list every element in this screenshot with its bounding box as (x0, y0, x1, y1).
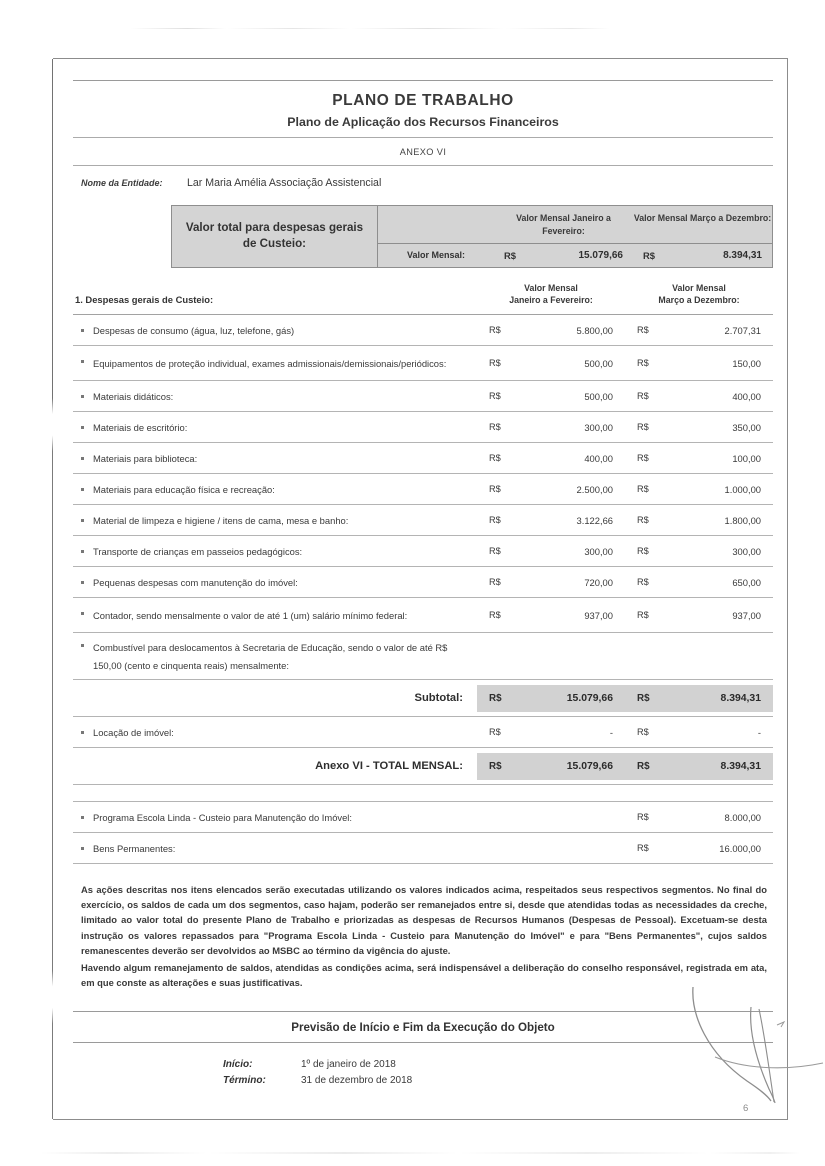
bullet-icon (81, 731, 84, 734)
item-description-cell (73, 349, 477, 377)
item-jan-fev-value: 2.500,00 (576, 483, 613, 495)
table-row (73, 381, 773, 412)
bullet-icon (81, 395, 84, 398)
item-mar-dez-cell (625, 540, 773, 563)
total-jan-fev-value: 15.079,66 (566, 760, 613, 772)
subtotal-jan-fev-value: 15.079,66 (566, 692, 613, 704)
item-description-cell (73, 475, 477, 503)
currency-symbol: R$ (489, 325, 501, 335)
summary-header-row (378, 206, 772, 243)
subtotal-row (73, 680, 773, 717)
bullet-icon (81, 426, 84, 429)
item-description-cell (73, 382, 477, 410)
extra-item-mar-dez-cell (625, 837, 773, 860)
bullet-icon (81, 519, 84, 522)
table-row (73, 598, 773, 633)
total-mar-dez-value: 8.394,31 (720, 760, 761, 772)
item-jan-fev-value: 720,00 (584, 576, 613, 588)
item-mar-dez-cell (625, 571, 773, 594)
currency-symbol: R$ (489, 358, 501, 368)
item-mar-dez-value: 2.707,31 (724, 324, 761, 336)
item-description-cell (73, 316, 477, 344)
column-header-mar-dez (625, 282, 773, 308)
entity-label: Nome da Entidade: (81, 178, 163, 188)
item-description-cell (73, 601, 477, 629)
rental-jan-fev-value: - (609, 726, 613, 738)
summary-col1-cell (494, 250, 633, 261)
summary-col2-header: Valor Mensal Março a Dezembro: (633, 213, 772, 223)
extra-item-mar-dez-cell (625, 806, 773, 829)
summary-row-label: Valor Mensal: (406, 250, 466, 260)
extra-item-description: Programa Escola Linda - Custeio para Manutenção do Imóvel: (93, 812, 352, 823)
item-description: Pequenas despesas com manutenção do imóvel: (93, 577, 298, 588)
currency-symbol: R$ (489, 422, 501, 432)
item-mar-dez-value: 937,00 (732, 609, 761, 621)
table-row (73, 315, 773, 346)
section-header (73, 268, 773, 315)
scan-artifact-bottom (40, 1152, 800, 1154)
currency-symbol: R$ (637, 325, 649, 335)
end-date-row (223, 1075, 773, 1086)
summary-col1-value: 15.079,66 (578, 249, 623, 261)
item-jan-fev-cell (477, 447, 625, 470)
scan-artifact-top (130, 28, 610, 29)
column-header-mar-dez-line2: Março a Dezembro: (658, 295, 740, 306)
bullet-icon (81, 816, 84, 819)
bullet-icon (81, 457, 84, 460)
total-label-cell (73, 753, 477, 780)
item-description-cell (73, 537, 477, 565)
extra-item-description-cell (73, 834, 477, 862)
rental-mar-dez-value: - (757, 726, 761, 738)
currency-symbol: R$ (637, 843, 649, 853)
item-mar-dez-cell (625, 352, 773, 375)
page-subtitle: Plano de Aplicação dos Recursos Financeiros (287, 115, 559, 129)
execution-block (73, 993, 773, 1086)
currency-symbol: R$ (489, 453, 501, 463)
execution-title: Previsão de Início e Fim da Execução do Objeto (291, 1020, 555, 1034)
rental-mar-dez-cell (625, 721, 773, 744)
table-row (73, 505, 773, 536)
section-title: 1. Despesas gerais de Custeio: (75, 294, 214, 305)
subtotal-jan-fev-cell (477, 685, 625, 712)
currency-symbol: R$ (637, 422, 649, 432)
total-row (73, 748, 773, 785)
total-mar-dez-cell (625, 753, 773, 780)
item-jan-fev-value: 400,00 (584, 452, 613, 464)
justification-paragraph-1: As ações descritas nos itens elencados serão executadas utilizando os valores indicados acima, respeitados seus respectivos segmentos. No final do exercício, os saldos de cada um dos segmentos, caso hajam, poderão ser remanejados entre si, desde que atendidas todas as necessidades da creche, limitado ao valor total do presente Plano de Trabalho e priorizadas as despesas de Recursos Humanos (Despesas de Pessoal). Excetuam-se desta instrução os valores repassados para "Programa Escola Linda - Custeio para Manutenção do Imóvel" e para "Bens Permanentes", cujos saldos remanescentes deverão ser devolvidos ao MSBC ao término da vigência do ajuste. (81, 884, 767, 956)
currency-symbol: R$ (637, 812, 649, 822)
justification-paragraph-2: Havendo algum remanejamento de saldos, atendidas as condições acima, será indispensável a deliberação do conselho responsável, registrada em ata, em que conste as alterações e suas justificativas. (81, 962, 767, 989)
item-description-cell (73, 413, 477, 441)
item-mar-dez-value: 1.800,00 (724, 514, 761, 526)
item-mar-dez-cell (625, 319, 773, 342)
item-jan-fev-cell (477, 416, 625, 439)
item-jan-fev-value: 500,00 (584, 357, 613, 369)
execution-dates (73, 1043, 773, 1086)
currency-symbol: R$ (637, 727, 649, 737)
item-description: Contador, sendo mensalmente o valor de até 1 (um) salário mínimo federal: (93, 610, 408, 621)
currency-symbol: R$ (489, 484, 501, 494)
currency-symbol: R$ (637, 577, 649, 587)
item-description-cell (73, 633, 477, 679)
item-description: Equipamentos de proteção individual, exames admissionais/demissionais/periódicos: (93, 358, 447, 369)
item-description: Transporte de crianças em passeios pedagógicos: (93, 546, 303, 557)
rental-jan-fev-cell (477, 721, 625, 744)
table-row (73, 633, 773, 680)
item-description-cell (73, 444, 477, 472)
item-jan-fev-cell (477, 604, 625, 627)
item-description: Material de limpeza e higiene / itens de cama, mesa e banho: (93, 515, 349, 526)
currency-symbol: R$ (637, 760, 650, 772)
currency-symbol: R$ (637, 692, 650, 704)
subtotal-label-cell (73, 685, 477, 712)
currency-symbol: R$ (489, 760, 502, 772)
item-jan-fev-value: 5.800,00 (576, 324, 613, 336)
item-jan-fev-cell (477, 509, 625, 532)
item-jan-fev-value: 937,00 (584, 609, 613, 621)
item-description-cell (73, 568, 477, 596)
subtotal-mar-dez-cell (625, 685, 773, 712)
item-mar-dez-value: 300,00 (732, 545, 761, 557)
item-mar-dez-cell (625, 478, 773, 501)
currency-symbol: R$ (489, 692, 502, 704)
column-header-jan-fev-line1: Valor Mensal (524, 282, 578, 293)
column-header-mar-dez-line1: Valor Mensal (672, 282, 726, 293)
item-description: Materiais didáticos: (93, 391, 174, 402)
total-label: Anexo VI - TOTAL MENSAL: (315, 759, 463, 772)
summary-col2-value: 8.394,31 (723, 249, 762, 261)
extra-item-jan-fev-cell (477, 811, 625, 823)
currency-symbol: R$ (637, 391, 649, 401)
extra-item-mar-dez-value: 8.000,00 (724, 811, 761, 823)
bullet-icon (81, 847, 84, 850)
total-jan-fev-cell (477, 753, 625, 780)
item-jan-fev-value: 3.122,66 (576, 514, 613, 526)
item-description: Combustível para deslocamentos à Secretaria de Educação, sendo o valor de até R$ 150,00 (cento e cinquenta reais) mensalmente: (93, 642, 448, 671)
entity-value: Lar Maria Amélia Associação Assistencial (187, 177, 382, 189)
extra-item-row (73, 833, 773, 864)
bullet-icon (81, 329, 84, 332)
end-date-label: Término: (223, 1074, 266, 1086)
document-body (73, 80, 773, 1091)
item-jan-fev-cell (477, 478, 625, 501)
item-mar-dez-cell (625, 604, 773, 627)
subtotal-label: Subtotal: (414, 691, 463, 704)
column-header-jan-fev (477, 282, 625, 308)
table-row (73, 474, 773, 505)
currency-symbol: R$ (637, 484, 649, 494)
justification-block (73, 864, 773, 991)
subtotal-mar-dez-value: 8.394,31 (720, 692, 761, 704)
rental-description-cell (73, 718, 477, 746)
currency-symbol: R$ (489, 546, 501, 556)
bullet-icon (81, 644, 84, 647)
item-mar-dez-value: 400,00 (732, 390, 761, 402)
item-jan-fev-value: 300,00 (584, 545, 613, 557)
summary-value-row (378, 243, 772, 267)
rental-description: Locação de imóvel: (93, 727, 174, 738)
item-jan-fev-cell (477, 540, 625, 563)
currency-symbol: R$ (489, 391, 501, 401)
currency-symbol: R$ (489, 610, 501, 620)
extra-item-row (73, 801, 773, 833)
item-jan-fev-cell (477, 385, 625, 408)
summary-table (171, 205, 773, 268)
expenses-table (73, 314, 773, 864)
item-jan-fev-cell (477, 319, 625, 342)
item-jan-fev-value: 300,00 (584, 421, 613, 433)
table-row (73, 346, 773, 381)
currency-symbol: R$ (637, 515, 649, 525)
table-row (73, 536, 773, 567)
rental-row (73, 717, 773, 748)
currency-symbol: R$ (643, 249, 655, 261)
bullet-icon (81, 581, 84, 584)
bullet-icon (81, 612, 84, 615)
table-row (73, 443, 773, 474)
column-header-jan-fev-line2: Janeiro a Fevereiro: (509, 295, 593, 306)
summary-col2-cell (633, 250, 772, 261)
bullet-icon (81, 488, 84, 491)
item-mar-dez-value: 650,00 (732, 576, 761, 588)
entity-row (73, 166, 773, 199)
table-row (73, 412, 773, 443)
summary-title-cell (172, 206, 378, 267)
summary-col1-header: Valor Mensal Janeiro a Fevereiro: (516, 213, 611, 236)
page-title: PLANO DE TRABALHO (332, 92, 514, 109)
item-mar-dez-value: 1.000,00 (724, 483, 761, 495)
extra-item-description-cell (73, 803, 477, 831)
start-date-label: Início: (223, 1058, 253, 1070)
item-description: Materiais para educação física e recreação: (93, 484, 275, 495)
summary-values-area (378, 206, 772, 267)
currency-symbol: R$ (637, 453, 649, 463)
end-date-value: 31 de dezembro de 2018 (301, 1074, 413, 1086)
item-mar-dez-value: 350,00 (732, 421, 761, 433)
item-mar-dez-cell (625, 385, 773, 408)
item-description-cell (73, 506, 477, 534)
item-jan-fev-cell (477, 571, 625, 594)
extra-item-description: Bens Permanentes: (93, 843, 176, 854)
summary-header-spacer (378, 212, 494, 238)
item-jan-fev-value: 500,00 (584, 390, 613, 402)
annex-label: ANEXO VI (399, 147, 447, 157)
currency-symbol: R$ (637, 610, 649, 620)
start-date-row (223, 1059, 773, 1070)
item-description: Materiais de escritório: (93, 422, 188, 433)
summary-title: Valor total para despesas gerais de Custeio: (185, 221, 364, 251)
item-mar-dez-value: 150,00 (732, 357, 761, 369)
item-jan-fev-cell (477, 352, 625, 375)
item-mar-dez-value: 100,00 (732, 452, 761, 464)
page-number: 6 (743, 1103, 749, 1114)
bullet-icon (81, 360, 84, 363)
start-date-value: 1º de janeiro de 2018 (301, 1058, 396, 1070)
bullet-icon (81, 550, 84, 553)
summary-table-wrap (73, 199, 773, 268)
item-mar-dez-cell (625, 509, 773, 532)
table-spacer (73, 785, 773, 801)
table-row (73, 567, 773, 598)
currency-symbol: R$ (489, 515, 501, 525)
item-mar-dez-cell (625, 447, 773, 470)
currency-symbol: R$ (489, 577, 501, 587)
currency-symbol: R$ (489, 727, 501, 737)
item-mar-dez-cell (625, 416, 773, 439)
extra-item-mar-dez-value: 16.000,00 (719, 842, 761, 854)
currency-symbol: R$ (504, 249, 516, 261)
extra-item-jan-fev-cell (477, 842, 625, 854)
item-description: Despesas de consumo (água, luz, telefone, gás) (93, 325, 295, 336)
currency-symbol: R$ (637, 546, 649, 556)
item-description: Materiais para biblioteca: (93, 453, 198, 464)
currency-symbol: R$ (637, 358, 649, 368)
